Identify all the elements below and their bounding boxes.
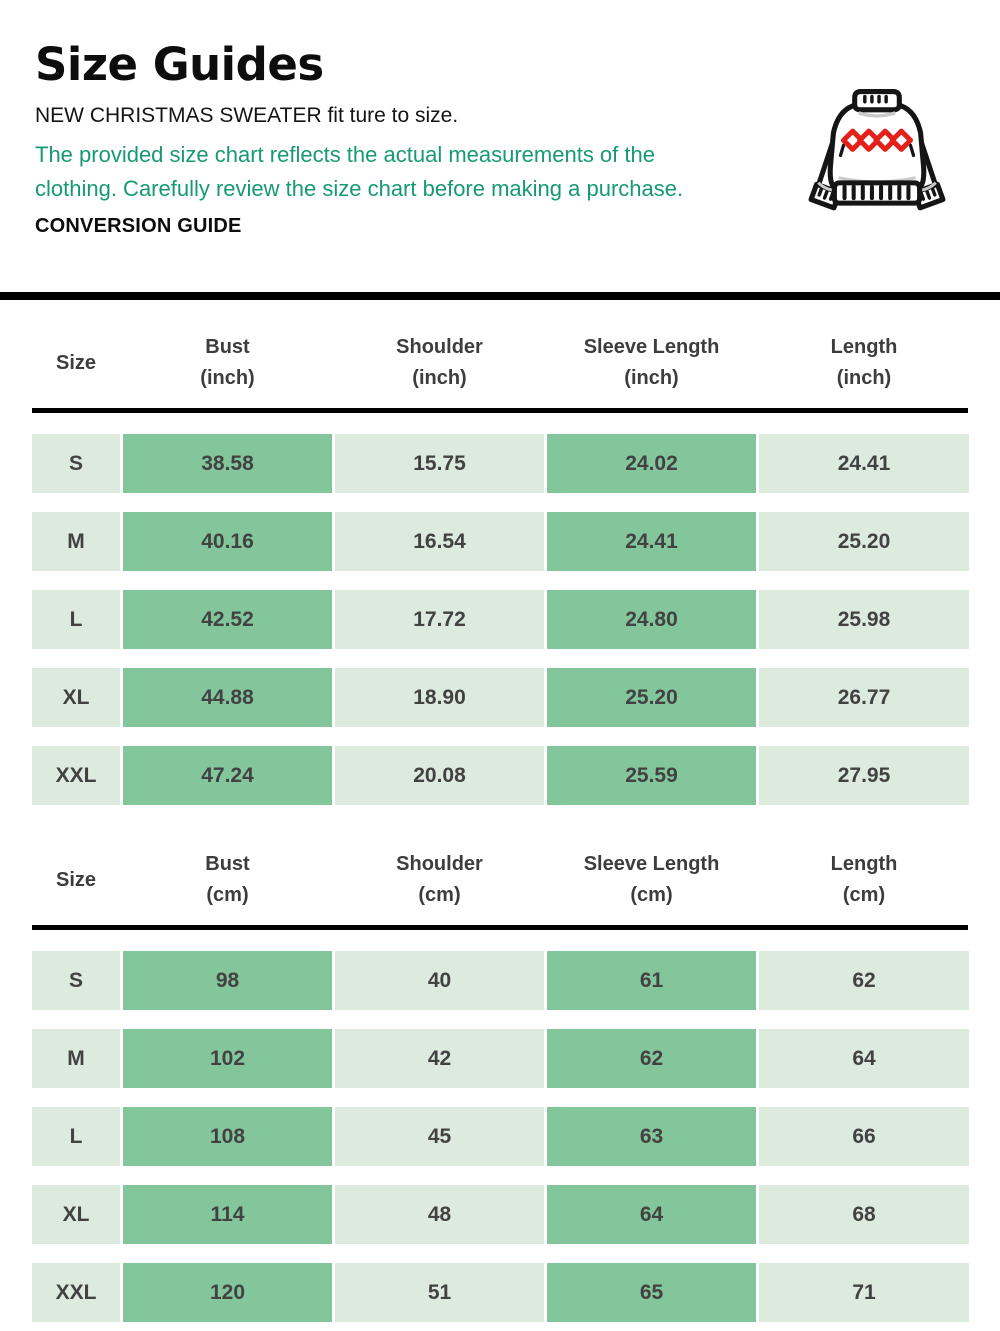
column-header-shoulder-unit: (inch) <box>412 367 467 389</box>
christmas-sweater-icon-svg <box>806 88 948 226</box>
column-header-bust <box>123 330 332 396</box>
column-header-bust-unit: (cm) <box>206 884 249 906</box>
sleeve-length-cell: 25.20 <box>547 668 756 727</box>
column-header-length-label: Length <box>830 336 898 358</box>
sleeve-length-cell: 62 <box>547 1029 756 1088</box>
column-header-bust-label: Bust <box>205 336 250 358</box>
column-header-size <box>32 847 120 913</box>
column-header-shoulder <box>335 847 544 913</box>
cm-size-table <box>32 805 968 1322</box>
sleeve-length-cell: 24.02 <box>547 434 756 493</box>
size-cell: L <box>32 1107 120 1166</box>
shoulder-cell: 45 <box>335 1107 544 1166</box>
column-header-length <box>759 847 969 913</box>
column-header-sleeve-length-label: Sleeve Length <box>583 336 720 358</box>
length-cell: 62 <box>759 951 969 1010</box>
length-cell: 66 <box>759 1107 969 1166</box>
column-header-size-label: Size <box>55 351 97 374</box>
size-cell: XL <box>32 668 120 727</box>
sleeve-length-cell: 65 <box>547 1263 756 1322</box>
table-row <box>32 1107 968 1166</box>
size-cell: XL <box>32 1185 120 1244</box>
table-row <box>32 434 968 493</box>
bust-cell: 98 <box>123 951 332 1010</box>
shoulder-cell: 15.75 <box>335 434 544 493</box>
bust-cell: 40.16 <box>123 512 332 571</box>
length-cell: 68 <box>759 1185 969 1244</box>
shoulder-cell: 51 <box>335 1263 544 1322</box>
table-row <box>32 746 968 805</box>
cm-table-header-row <box>32 805 968 913</box>
size-cell: S <box>32 434 120 493</box>
column-header-bust-unit: (inch) <box>200 367 255 389</box>
column-header-length <box>759 330 969 396</box>
length-cell: 25.20 <box>759 512 969 571</box>
column-header-length-unit: (inch) <box>836 367 892 389</box>
column-header-sleeve-length-unit: (inch) <box>624 367 679 389</box>
sleeve-length-cell: 25.59 <box>547 746 756 805</box>
conversion-guide-label: CONVERSION GUIDE <box>35 215 242 237</box>
page-title: Size Guides <box>35 38 324 91</box>
inch-table-header-divider <box>32 408 968 413</box>
column-header-sleeve-length-unit: (cm) <box>630 884 673 906</box>
column-header-length-label: Length <box>830 853 898 875</box>
shoulder-cell: 16.54 <box>335 512 544 571</box>
column-header-sleeve-length <box>547 330 756 396</box>
cm-table-header-divider <box>32 925 968 930</box>
christmas-sweater-icon <box>806 88 948 226</box>
column-header-length-unit: (cm) <box>842 884 886 906</box>
column-header-shoulder <box>335 330 544 396</box>
column-header-shoulder-unit: (cm) <box>418 884 461 906</box>
size-cell: M <box>32 512 120 571</box>
sleeve-length-cell: 24.80 <box>547 590 756 649</box>
bust-cell: 114 <box>123 1185 332 1244</box>
length-cell: 27.95 <box>759 746 969 805</box>
sleeve-length-cell: 64 <box>547 1185 756 1244</box>
size-cell: S <box>32 951 120 1010</box>
size-cell: L <box>32 590 120 649</box>
column-header-size-label: Size <box>55 868 97 891</box>
shoulder-cell: 17.72 <box>335 590 544 649</box>
length-cell: 25.98 <box>759 590 969 649</box>
bust-cell: 44.88 <box>123 668 332 727</box>
shoulder-cell: 42 <box>335 1029 544 1088</box>
table-row <box>32 512 968 571</box>
column-header-sleeve-length-label: Sleeve Length <box>583 853 720 875</box>
section-divider <box>0 292 1000 300</box>
inch-size-table <box>32 300 968 805</box>
table-row <box>32 1029 968 1088</box>
column-header-shoulder-label: Shoulder <box>396 336 483 358</box>
product-fit-note: NEW CHRISTMAS SWEATER fit ture to size. <box>35 104 459 127</box>
length-cell: 26.77 <box>759 668 969 727</box>
column-header-size <box>32 330 120 396</box>
length-cell: 64 <box>759 1029 969 1088</box>
inch-table-header-row <box>32 300 968 396</box>
table-row <box>32 590 968 649</box>
bust-cell: 42.52 <box>123 590 332 649</box>
bust-cell: 47.24 <box>123 746 332 805</box>
column-header-bust <box>123 847 332 913</box>
size-cell: XXL <box>32 746 120 805</box>
column-header-bust-label: Bust <box>205 853 250 875</box>
table-row <box>32 1263 968 1322</box>
sleeve-length-cell: 24.41 <box>547 512 756 571</box>
shoulder-cell: 48 <box>335 1185 544 1244</box>
column-header-sleeve-length <box>547 847 756 913</box>
bust-cell: 120 <box>123 1263 332 1322</box>
table-row <box>32 668 968 727</box>
bust-cell: 38.58 <box>123 434 332 493</box>
sleeve-length-cell: 61 <box>547 951 756 1010</box>
table-row <box>32 951 968 1010</box>
shoulder-cell: 40 <box>335 951 544 1010</box>
size-cell: XXL <box>32 1263 120 1322</box>
size-cell: M <box>32 1029 120 1088</box>
bust-cell: 102 <box>123 1029 332 1088</box>
page-header <box>0 0 1000 292</box>
shoulder-cell: 18.90 <box>335 668 544 727</box>
column-header-shoulder-label: Shoulder <box>396 853 483 875</box>
length-cell: 24.41 <box>759 434 969 493</box>
bust-cell: 108 <box>123 1107 332 1166</box>
sleeve-length-cell: 63 <box>547 1107 756 1166</box>
shoulder-cell: 20.08 <box>335 746 544 805</box>
length-cell: 71 <box>759 1263 969 1322</box>
size-chart-description: The provided size chart reflects the actual measurements of the clothing. Carefully review the size chart before making a purchase. <box>35 142 684 201</box>
table-row <box>32 1185 968 1244</box>
